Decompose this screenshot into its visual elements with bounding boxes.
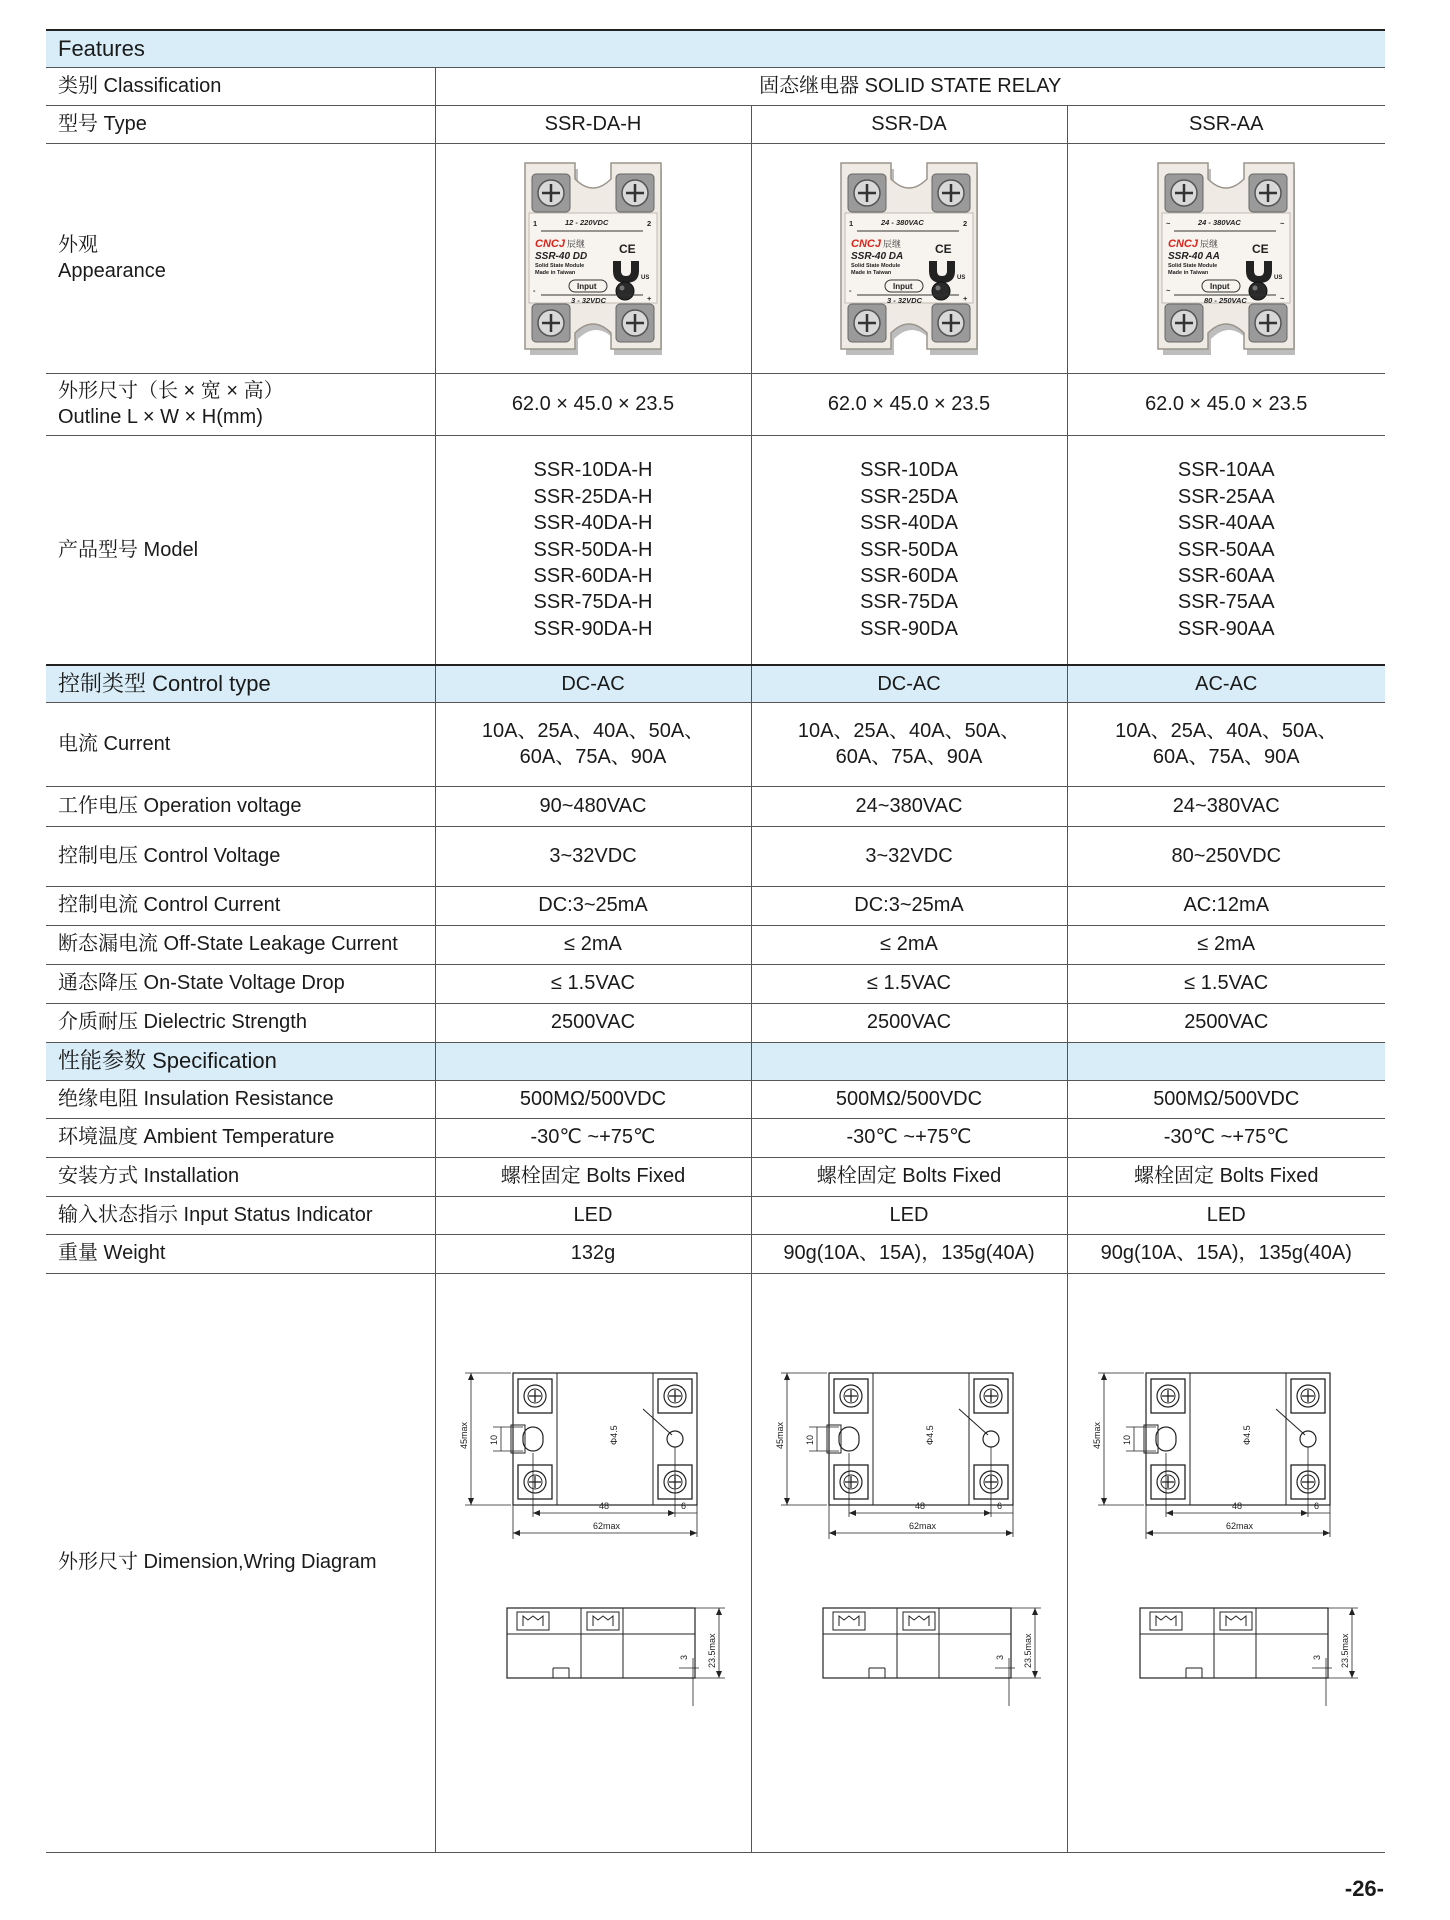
insulation-value-2: 500MΩ/500VDC <box>751 1080 1067 1118</box>
appearance-label-cn: 外观 <box>58 233 98 256</box>
model-item: SSR-25DA <box>860 485 958 508</box>
outline-value-1: 62.0 × 45.0 × 23.5 <box>435 373 751 435</box>
dim-45max: 45max <box>459 1421 469 1449</box>
indicator-label: 输入状态指示 Input Status Indicator <box>46 1196 435 1234</box>
current-value-1 <box>435 702 751 786</box>
relay-made-in: Made in Taiwan <box>851 270 892 276</box>
relay-input-terminal-1: - <box>533 286 536 295</box>
dim-48: 48 <box>1232 1500 1243 1511</box>
spec-sheet <box>46 29 1385 1853</box>
relay-input-text: Input <box>577 282 597 291</box>
relay-brand: CNCJ <box>535 238 565 250</box>
ce-mark: CE <box>619 242 636 256</box>
dim-10: 10 <box>805 1434 815 1445</box>
relay-input-terminal-2: + <box>647 294 652 303</box>
outline-row <box>46 373 1385 435</box>
appearance-row <box>46 143 1385 373</box>
dimension-wiring-diagram <box>759 1333 1059 1793</box>
insulation-value-3: 500MΩ/500VDC <box>1067 1080 1385 1118</box>
type-value-1: SSR-DA-H <box>435 105 751 143</box>
appearance-cell-3 <box>1067 143 1385 373</box>
relay-made-in: Made in Taiwan <box>1168 270 1209 276</box>
type-label: 型号 Type <box>46 105 435 143</box>
control-voltage-label: 控制电压 Control Voltage <box>46 826 435 886</box>
model-item: SSR-60AA <box>1177 564 1275 587</box>
control-voltage-value-1: 3~32VDC <box>435 826 751 886</box>
dim-62max: 62max <box>909 1520 937 1531</box>
model-item: SSR-10AA <box>1177 459 1275 482</box>
relay-photo-illustration <box>513 153 673 363</box>
model-item: SSR-40DA <box>860 512 958 535</box>
leakage-value-2: ≤ 2mA <box>751 925 1067 964</box>
control-type-row <box>46 665 1385 702</box>
dim-hole-diameter: Φ4.5 <box>609 1424 619 1445</box>
dim-23-5max: 23.5max <box>707 1632 717 1668</box>
ambient-value-2: -30℃ ~+75℃ <box>751 1118 1067 1157</box>
dim-62max: 62max <box>593 1520 621 1531</box>
relay-control-voltage: 80 - 250VAC <box>1204 296 1248 305</box>
relay-model: SSR-40 AA <box>1168 251 1221 262</box>
model-list-2 <box>751 435 1067 665</box>
voltage-drop-value-1: ≤ 1.5VAC <box>435 964 751 1003</box>
weight-label: 重量 Weight <box>46 1234 435 1273</box>
model-item: SSR-60DA <box>860 564 958 587</box>
dim-23-5max: 23.5max <box>1340 1632 1351 1668</box>
ambient-label: 环境温度 Ambient Temperature <box>46 1118 435 1157</box>
model-item: SSR-90DA <box>860 617 958 640</box>
classification-label: 类别 Classification <box>46 67 435 105</box>
relay-input-terminal-1: - <box>849 286 852 295</box>
dimension-diagram-cell-3 <box>1067 1273 1385 1852</box>
relay-brand: CNCJ <box>851 238 881 250</box>
ce-mark: CE <box>935 242 952 256</box>
current-value-2-line-1: 10A、25A、40A、50A、 <box>797 719 1021 742</box>
dim-23-5max: 23.5max <box>1023 1632 1033 1668</box>
dim-48: 48 <box>915 1500 926 1511</box>
leakage-value-1: ≤ 2mA <box>435 925 751 964</box>
leakage-value-3: ≤ 2mA <box>1067 925 1385 964</box>
relay-input-terminal-1: ~ <box>1166 286 1171 295</box>
indicator-row <box>46 1196 1385 1234</box>
relay-brand: CNCJ <box>1168 238 1199 250</box>
operation-voltage-row <box>46 786 1385 826</box>
features-title: Features <box>46 30 1385 67</box>
current-value-1-line-1: 10A、25A、40A、50A、 <box>481 719 705 742</box>
model-item: SSR-50AA <box>1177 538 1275 561</box>
dielectric-row <box>46 1003 1385 1042</box>
control-current-value-2: DC:3~25mA <box>751 886 1067 925</box>
relay-load-terminal-1: ~ <box>1166 219 1171 228</box>
relay-load-voltage: 24 - 380VAC <box>881 218 924 227</box>
indicator-value-3: LED <box>1067 1196 1385 1234</box>
relay-load-terminal-2: 2 <box>647 219 652 228</box>
relay-load-terminal-1: 1 <box>533 219 538 228</box>
control-voltage-value-3: 80~250VDC <box>1067 826 1385 886</box>
ambient-value-1: -30℃ ~+75℃ <box>435 1118 751 1157</box>
type-value-3: SSR-AA <box>1067 105 1385 143</box>
model-item: SSR-40DA-H <box>533 512 653 535</box>
voltage-drop-value-2: ≤ 1.5VAC <box>751 964 1067 1003</box>
dim-6: 6 <box>997 1500 1003 1511</box>
installation-value-2: 螺栓固定 Bolts Fixed <box>751 1157 1067 1196</box>
model-item: SSR-10DA-H <box>533 459 653 482</box>
specification-blank-3 <box>1067 1042 1385 1080</box>
model-item: SSR-40AA <box>1177 512 1275 535</box>
relay-illustration <box>829 153 989 363</box>
classification-value: 固态继电器 SOLID STATE RELAY <box>435 67 1385 105</box>
indicator-value-1: LED <box>435 1196 751 1234</box>
dim-10: 10 <box>489 1434 499 1445</box>
dimension-wiring-diagram <box>443 1333 743 1793</box>
dimension-label: 外形尺寸 Dimension,Wring Diagram <box>46 1273 435 1852</box>
weight-value-3: 90g(10A、15A)，135g(40A) <box>1067 1234 1385 1273</box>
control-current-row <box>46 886 1385 925</box>
model-item: SSR-75DA <box>860 591 958 614</box>
model-item: SSR-90AA <box>1177 617 1275 640</box>
dim-6: 6 <box>1314 1500 1320 1511</box>
current-value-3 <box>1067 702 1385 786</box>
model-item: SSR-75DA-H <box>533 591 653 614</box>
dim-6: 6 <box>681 1500 687 1511</box>
relay-model: SSR-40 DA <box>851 251 904 262</box>
current-value-2-line-2: 60A、75A、90A <box>835 746 983 768</box>
model-item: SSR-50DA-H <box>533 538 653 561</box>
model-item: SSR-90DA-H <box>533 617 653 640</box>
relay-load-terminal-1: 1 <box>849 219 854 228</box>
dim-3: 3 <box>679 1654 689 1660</box>
control-current-value-1: DC:3~25mA <box>435 886 751 925</box>
outline-value-2: 62.0 × 45.0 × 23.5 <box>751 373 1067 435</box>
relay-illustration <box>513 153 673 363</box>
installation-label: 安装方式 Installation <box>46 1157 435 1196</box>
appearance-cell-1 <box>435 143 751 373</box>
dim-3: 3 <box>995 1654 1005 1660</box>
dielectric-value-2: 2500VAC <box>751 1003 1067 1042</box>
voltage-drop-row <box>46 964 1385 1003</box>
appearance-label <box>46 143 435 373</box>
relay-module-text: Solid State Module <box>851 263 901 269</box>
model-item: SSR-75AA <box>1177 591 1275 614</box>
dim-62max: 62max <box>1226 1520 1254 1531</box>
type-value-2: SSR-DA <box>751 105 1067 143</box>
installation-value-1: 螺栓固定 Bolts Fixed <box>435 1157 751 1196</box>
dielectric-value-1: 2500VAC <box>435 1003 751 1042</box>
ul-mark: US <box>1274 275 1283 281</box>
operation-voltage-value-3: 24~380VAC <box>1067 786 1385 826</box>
control-type-value-2: DC-AC <box>751 665 1067 702</box>
installation-value-3: 螺栓固定 Bolts Fixed <box>1067 1157 1385 1196</box>
relay-model: SSR-40 DD <box>535 251 588 262</box>
dim-10: 10 <box>1122 1434 1133 1445</box>
relay-photo-illustration <box>1146 153 1306 363</box>
operation-voltage-value-1: 90~480VAC <box>435 786 751 826</box>
current-value-3-line-1: 10A、25A、40A、50A、 <box>1115 719 1338 742</box>
outline-label-en: Outline L × W × H(mm) <box>58 406 263 428</box>
model-list-3 <box>1067 435 1385 665</box>
model-label: 产品型号 Model <box>46 435 435 665</box>
dimension-diagram-cell-1 <box>435 1273 751 1852</box>
relay-made-in: Made in Taiwan <box>535 270 576 276</box>
relay-photo-illustration <box>829 153 989 363</box>
dimension-row <box>46 1273 1385 1852</box>
weight-row <box>46 1234 1385 1273</box>
ambient-row <box>46 1118 1385 1157</box>
specification-title: 性能参数 Specification <box>46 1042 435 1080</box>
control-current-value-3: AC:12mA <box>1067 886 1385 925</box>
current-row <box>46 702 1385 786</box>
insulation-value-1: 500MΩ/500VDC <box>435 1080 751 1118</box>
ul-mark: US <box>641 275 650 281</box>
ambient-value-3: -30℃ ~+75℃ <box>1067 1118 1385 1157</box>
ce-mark: CE <box>1252 242 1269 256</box>
leakage-row <box>46 925 1385 964</box>
spec-table <box>46 29 1385 1853</box>
dim-hole-diameter: Φ4.5 <box>1242 1424 1253 1445</box>
features-header-row <box>46 30 1385 67</box>
voltage-drop-label: 通态降压 On-State Voltage Drop <box>46 964 435 1003</box>
model-row <box>46 435 1385 665</box>
control-type-label: 控制类型 Control type <box>46 665 435 702</box>
relay-control-voltage: 3 - 32VDC <box>887 296 923 305</box>
model-item: SSR-25AA <box>1177 485 1275 508</box>
dim-hole-diameter: Φ4.5 <box>925 1424 935 1445</box>
model-item: SSR-50DA <box>860 538 958 561</box>
dielectric-value-3: 2500VAC <box>1067 1003 1385 1042</box>
appearance-label-en: Appearance <box>58 260 166 282</box>
insulation-row <box>46 1080 1385 1118</box>
relay-input-terminal-2: ~ <box>1280 294 1285 303</box>
specification-blank-2 <box>751 1042 1067 1080</box>
model-item: SSR-25DA-H <box>533 485 653 508</box>
specification-header-row <box>46 1042 1385 1080</box>
relay-module-text: Solid State Module <box>1168 263 1218 269</box>
voltage-drop-value-3: ≤ 1.5VAC <box>1067 964 1385 1003</box>
model-list-1 <box>435 435 751 665</box>
relay-load-voltage: 24 - 380VAC <box>1198 218 1242 227</box>
control-voltage-row <box>46 826 1385 886</box>
relay-load-terminal-2: 2 <box>963 219 968 228</box>
current-value-3-line-2: 60A、75A、90A <box>1152 746 1300 768</box>
relay-load-terminal-2: ~ <box>1280 219 1285 228</box>
operation-voltage-label: 工作电压 Operation voltage <box>46 786 435 826</box>
dim-3: 3 <box>1312 1654 1323 1660</box>
relay-brand-cn: 辰继 <box>1200 240 1219 250</box>
relay-brand-cn: 辰继 <box>883 240 902 250</box>
installation-row <box>46 1157 1385 1196</box>
control-current-label: 控制电流 Control Current <box>46 886 435 925</box>
dimension-wiring-diagram <box>1076 1333 1376 1793</box>
classification-row <box>46 67 1385 105</box>
current-value-2 <box>751 702 1067 786</box>
relay-load-voltage: 12 - 220VDC <box>565 218 609 227</box>
page-number: -26- <box>1344 1876 1384 1901</box>
indicator-value-2: LED <box>751 1196 1067 1234</box>
outline-value-3: 62.0 × 45.0 × 23.5 <box>1067 373 1385 435</box>
leakage-label: 断态漏电流 Off-State Leakage Current <box>46 925 435 964</box>
dim-45max: 45max <box>1092 1421 1103 1449</box>
type-row <box>46 105 1385 143</box>
relay-input-text: Input <box>1210 282 1230 291</box>
ul-mark: US <box>957 275 966 281</box>
outline-label-cn: 外形尺寸（长 × 宽 × 高） <box>58 379 284 402</box>
dim-45max: 45max <box>775 1421 785 1449</box>
insulation-label: 绝缘电阻 Insulation Resistance <box>46 1080 435 1118</box>
operation-voltage-value-2: 24~380VAC <box>751 786 1067 826</box>
control-voltage-value-2: 3~32VDC <box>751 826 1067 886</box>
relay-brand-cn: 辰继 <box>567 240 586 250</box>
control-type-value-1: DC-AC <box>435 665 751 702</box>
relay-input-terminal-2: + <box>963 294 968 303</box>
control-type-value-3: AC-AC <box>1067 665 1385 702</box>
dielectric-label: 介质耐压 Dielectric Strength <box>46 1003 435 1042</box>
weight-value-1: 132g <box>435 1234 751 1273</box>
outline-label <box>46 373 435 435</box>
current-label: 电流 Current <box>46 702 435 786</box>
model-item: SSR-10DA <box>860 459 958 482</box>
appearance-cell-2 <box>751 143 1067 373</box>
relay-module-text: Solid State Module <box>535 263 585 269</box>
relay-input-text: Input <box>893 282 913 291</box>
dim-48: 48 <box>599 1500 610 1511</box>
relay-illustration <box>1146 153 1306 363</box>
current-value-1-line-2: 60A、75A、90A <box>519 746 667 768</box>
dimension-diagram-cell-2 <box>751 1273 1067 1852</box>
model-item: SSR-60DA-H <box>533 564 653 587</box>
weight-value-2: 90g(10A、15A)，135g(40A) <box>751 1234 1067 1273</box>
relay-control-voltage: 3 - 32VDC <box>571 296 607 305</box>
specification-blank-1 <box>435 1042 751 1080</box>
